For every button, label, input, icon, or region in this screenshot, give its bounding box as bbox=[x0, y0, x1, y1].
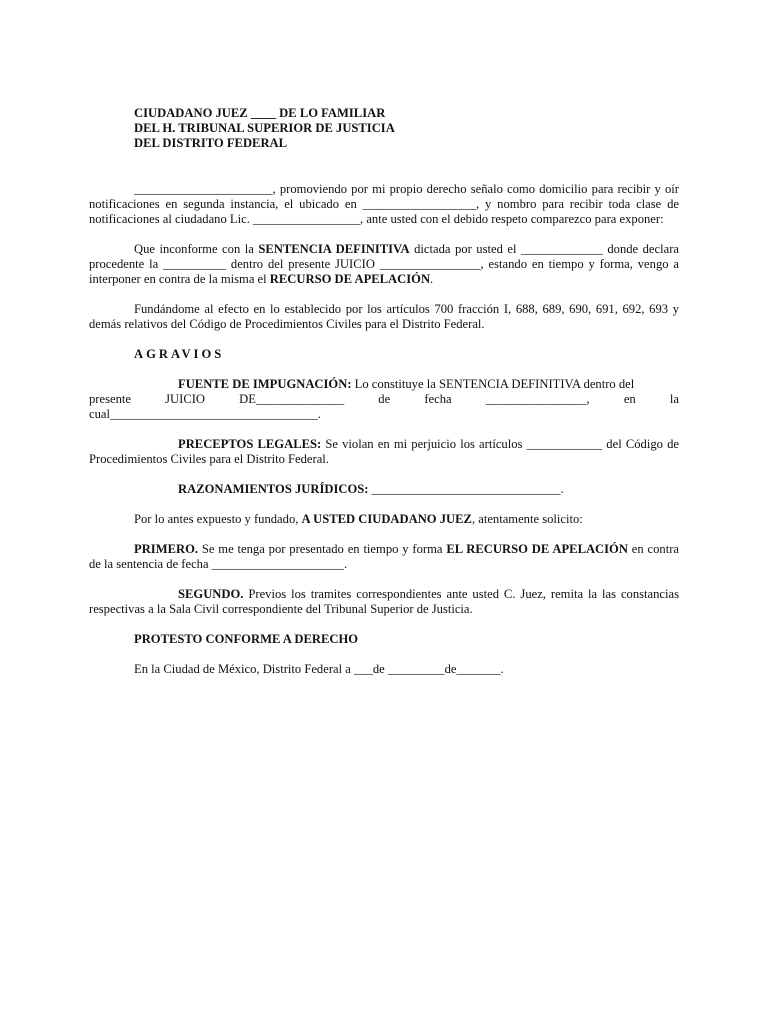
preceptos-text: Se violan en mi perjuicio los artículos ____________ del Código de Procedimientos Civiles para el Distrito Federal. bbox=[89, 437, 679, 466]
solicito-paragraph bbox=[89, 512, 679, 527]
fecha-paragraph bbox=[89, 662, 679, 677]
fuente-line-2 bbox=[89, 392, 679, 407]
razonamientos-label: RAZONAMIENTOS JURÍDICOS: bbox=[178, 482, 369, 496]
document-page bbox=[89, 106, 679, 677]
fuente-word: fecha bbox=[424, 392, 452, 406]
heading-line-1: CIUDADANO JUEZ ____ DE LO FAMILIAR bbox=[134, 106, 386, 120]
inconforme-text-e: . bbox=[430, 272, 434, 286]
primero-text-a: Se me tenga por presentado en tiempo y forma bbox=[198, 542, 447, 556]
heading-line-3: DEL DISTRITO FEDERAL bbox=[134, 136, 288, 150]
intro-paragraph bbox=[89, 182, 679, 227]
fuente-word: en bbox=[623, 392, 636, 406]
fuente-paragraph bbox=[89, 377, 679, 422]
sentencia-definitiva-bold: SENTENCIA DEFINITIVA bbox=[258, 242, 410, 256]
fuente-line-3: cual_________________________________. bbox=[89, 407, 321, 421]
solicito-text-a: Por lo antes expuesto y fundado, bbox=[134, 512, 302, 526]
agravios-title: AGRAVIOS bbox=[134, 347, 225, 361]
fuente-word: presente bbox=[89, 392, 131, 406]
solicito-text-c: , atentamente solicito: bbox=[471, 512, 583, 526]
document-heading bbox=[134, 106, 679, 151]
fundamento-paragraph bbox=[89, 302, 679, 332]
fuente-word: de bbox=[378, 392, 391, 406]
primero-text-c: en contra de la sentencia de fecha _____________________. bbox=[89, 542, 680, 571]
preceptos-label: PRECEPTOS LEGALES: bbox=[178, 437, 322, 451]
recurso-apelacion-bold: RECURSO DE APELACIÓN bbox=[269, 272, 431, 286]
inconforme-text-c: dictada por usted el _____________ donde declara procedente la __________ dentro del presente JUICIO ________________, estando en tiempo y forma, vengo a interponer en contra de la misma el bbox=[89, 242, 679, 286]
razonamientos-paragraph bbox=[89, 482, 679, 497]
protesto-title: PROTESTO CONFORME A DERECHO bbox=[134, 632, 359, 646]
fecha-text: En la Ciudad de México, Distrito Federal a ___de _________de_______. bbox=[134, 662, 504, 676]
fuente-word: ________________, bbox=[485, 392, 590, 406]
heading-line-2: DEL H. TRIBUNAL SUPERIOR DE JUSTICIA bbox=[134, 121, 395, 135]
preceptos-paragraph bbox=[89, 437, 679, 467]
inconforme-text-a: Que inconforme con la bbox=[134, 242, 259, 256]
fuente-text-1: Lo constituye la SENTENCIA DEFINITIVA dentro del bbox=[351, 377, 635, 391]
fuente-word: la bbox=[669, 392, 679, 406]
fuente-word: DE______________ bbox=[239, 392, 345, 406]
segundo-label: SEGUNDO. bbox=[178, 587, 244, 601]
primero-paragraph bbox=[89, 542, 679, 572]
razonamientos-text: ______________________________. bbox=[368, 482, 564, 496]
fuente-line-1 bbox=[89, 377, 679, 392]
inconforme-paragraph bbox=[89, 242, 679, 287]
fuente-label: FUENTE DE IMPUGNACIÓN: bbox=[178, 377, 352, 391]
fuente-word: JUICIO bbox=[165, 392, 206, 406]
usted-ciudadano-juez-bold: A USTED CIUDADANO JUEZ bbox=[301, 512, 472, 526]
fundamento-text: Fundándome al efecto en lo establecido por los artículos 700 fracción I, 688, 689, 690, 691, 692, 693 y demás relativos del Código de Procedimientos Civiles para el Distrito Federal. bbox=[89, 302, 679, 331]
segundo-paragraph bbox=[89, 587, 679, 617]
intro-text: ______________________, promoviendo por mi propio derecho señalo como domicilio para recibir y oír notificaciones en segunda instancia, el ubicado en __________________, y nombro para recibir toda clase de notificaciones al ciudadano Lic. _________________, ante usted con el debido respeto comparezco para exponer: bbox=[89, 182, 679, 226]
primero-label: PRIMERO. bbox=[134, 542, 199, 556]
segundo-text: Previos los tramites correspondientes ante usted C. Juez, remita la las constancias respectivas a la Sala Civil correspondiente del Tribunal Superior de Justicia. bbox=[89, 587, 679, 616]
recurso-apelacion-bold-2: EL RECURSO DE APELACIÓN bbox=[446, 542, 628, 556]
